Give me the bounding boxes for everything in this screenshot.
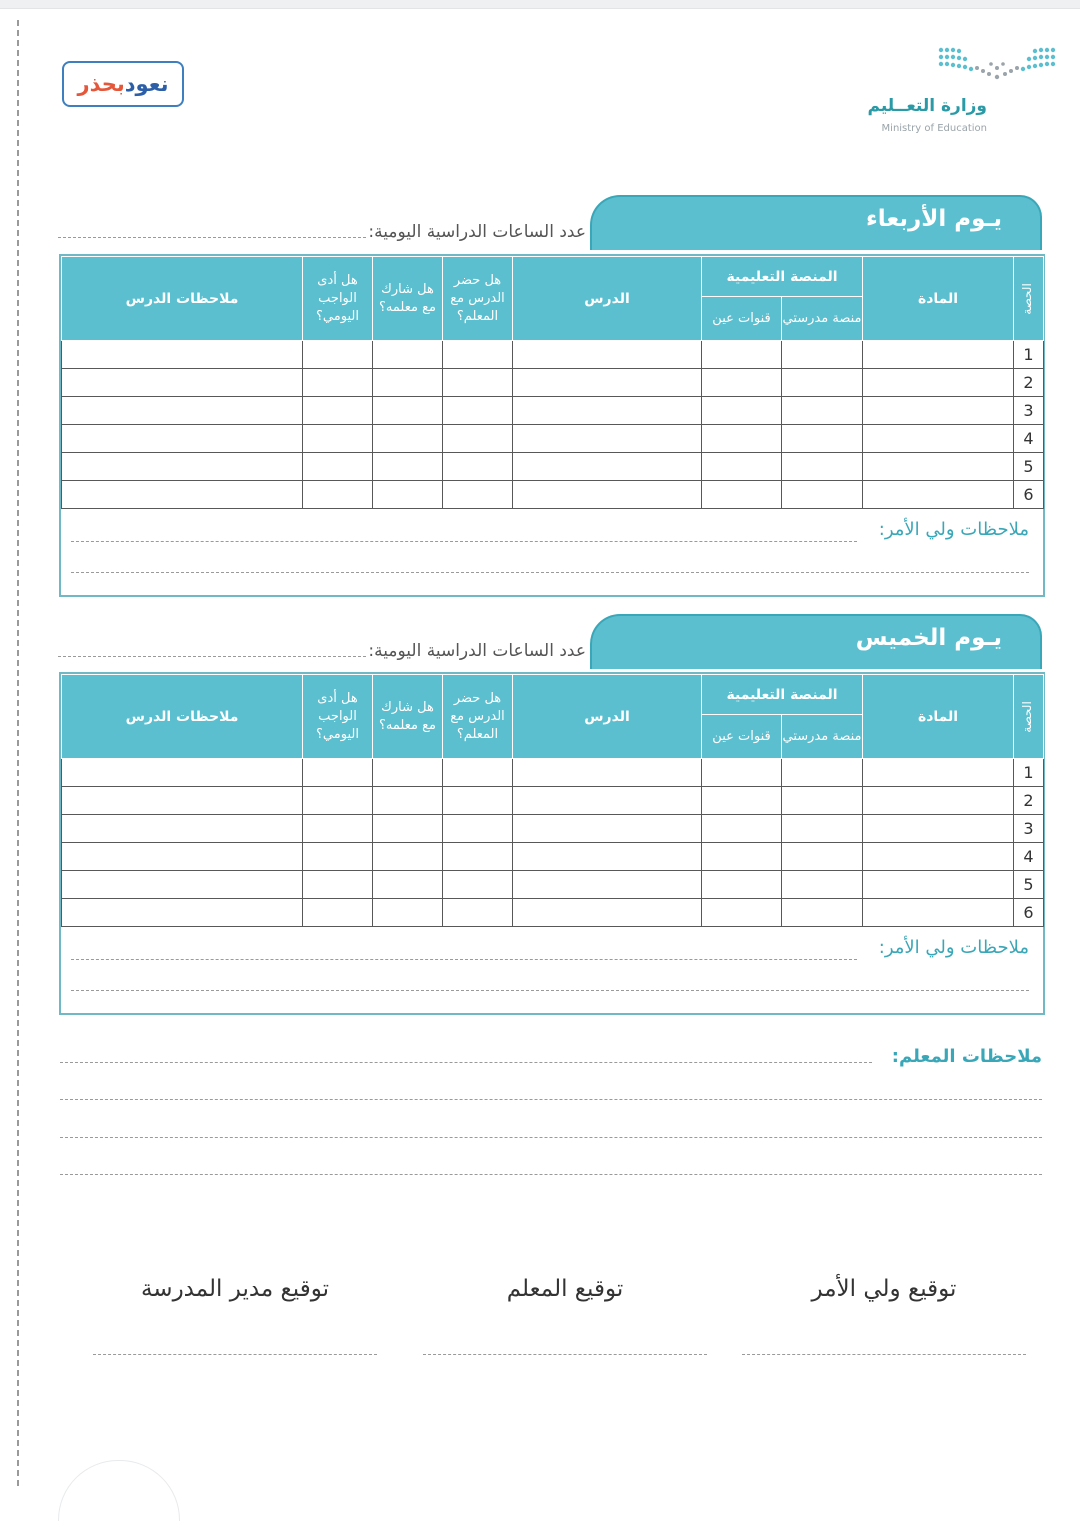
period-number: 5 — [1014, 453, 1044, 481]
cell-madrasati[interactable] — [782, 787, 863, 815]
cell-subject[interactable] — [863, 481, 1014, 509]
cell-madrasati[interactable] — [782, 425, 863, 453]
cell-subject[interactable] — [863, 899, 1014, 927]
cell-madrasati[interactable] — [782, 453, 863, 481]
cell-participated[interactable] — [373, 341, 443, 369]
notes-line — [60, 1174, 1042, 1175]
table-row — [62, 481, 1044, 509]
cell-participated[interactable] — [373, 787, 443, 815]
ministry-logo — [867, 46, 1065, 141]
cell-madrasati[interactable] — [782, 871, 863, 899]
cell-subject[interactable] — [863, 397, 1014, 425]
cell-attended[interactable] — [443, 453, 513, 481]
cell-lesson[interactable] — [513, 787, 702, 815]
cell-homework[interactable] — [303, 453, 373, 481]
cell-lesson[interactable] — [513, 843, 702, 871]
cell-subject[interactable] — [863, 425, 1014, 453]
cell-subject[interactable] — [863, 341, 1014, 369]
cell-participated[interactable] — [373, 871, 443, 899]
schedule-grid — [61, 256, 1044, 509]
signature-parent[interactable] — [742, 1276, 1026, 1302]
header-lesson-notes: ملاحظات الدرس — [62, 675, 303, 759]
cell-madrasati[interactable] — [782, 759, 863, 787]
cell-participated[interactable] — [373, 815, 443, 843]
brand-logo-word-2: بحذر — [77, 72, 125, 96]
cell-subject[interactable] — [863, 453, 1014, 481]
period-number: 6 — [1014, 899, 1044, 927]
header-participated: هل شارك مع معلمه؟ — [373, 675, 443, 759]
signature-principal-label: توقيع مدير المدرسة — [140, 1276, 330, 1302]
cell-ein[interactable] — [702, 397, 782, 425]
cell-attended[interactable] — [443, 759, 513, 787]
signature-line — [93, 1354, 377, 1355]
signature-line — [423, 1354, 707, 1355]
cell-lesson[interactable] — [513, 425, 702, 453]
daily-hours-field[interactable] — [58, 637, 586, 661]
cell-participated[interactable] — [373, 425, 443, 453]
cell-madrasati[interactable] — [782, 815, 863, 843]
cell-attended[interactable] — [443, 397, 513, 425]
parent-notes-label: ملاحظات ولي الأمر: — [878, 937, 1029, 958]
cell-attended[interactable] — [443, 341, 513, 369]
cell-madrasati[interactable] — [782, 369, 863, 397]
period-number: 4 — [1014, 843, 1044, 871]
cell-madrasati[interactable] — [782, 899, 863, 927]
period-number: 6 — [1014, 481, 1044, 509]
cell-notes[interactable] — [62, 815, 303, 843]
table-row — [62, 815, 1044, 843]
table-row — [62, 425, 1044, 453]
cell-ein[interactable] — [702, 341, 782, 369]
header-ein: قنوات عين — [702, 715, 782, 759]
cell-ein[interactable] — [702, 481, 782, 509]
cell-notes[interactable] — [62, 453, 303, 481]
signature-line — [742, 1354, 1026, 1355]
cell-attended[interactable] — [443, 425, 513, 453]
cell-notes[interactable] — [62, 843, 303, 871]
cell-madrasati[interactable] — [782, 397, 863, 425]
header-homework: هل أدى الواجب اليومي؟ — [303, 675, 373, 759]
cell-lesson[interactable] — [513, 397, 702, 425]
cell-subject[interactable] — [863, 369, 1014, 397]
parent-notes-label: ملاحظات ولي الأمر: — [878, 519, 1029, 540]
period-number: 4 — [1014, 425, 1044, 453]
daily-hours-field[interactable] — [58, 218, 586, 242]
page-corner-button — [58, 1460, 180, 1521]
table-row — [62, 787, 1044, 815]
table-row — [62, 369, 1044, 397]
header-period: الحصة — [1014, 257, 1044, 341]
ministry-name-ar: وزارة التعــليم — [867, 96, 987, 116]
header-lesson: الدرس — [513, 257, 702, 341]
day-tab-wednesday — [590, 195, 1042, 250]
table-row — [62, 341, 1044, 369]
signature-principal[interactable] — [93, 1276, 377, 1302]
header-homework: هل أدى الواجب اليومي؟ — [303, 257, 373, 341]
cell-subject[interactable] — [863, 759, 1014, 787]
cell-homework[interactable] — [303, 425, 373, 453]
header-attended: هل حضر الدرس مع المعلم؟ — [443, 257, 513, 341]
cell-notes[interactable] — [62, 759, 303, 787]
cell-homework[interactable] — [303, 481, 373, 509]
notes-line — [60, 1137, 1042, 1138]
schedule-table-thursday — [59, 672, 1045, 1015]
cell-lesson[interactable] — [513, 871, 702, 899]
table-row — [62, 899, 1044, 927]
signature-parent-label: توقيع ولي الأمر — [811, 1276, 957, 1302]
cell-homework[interactable] — [303, 871, 373, 899]
cell-attended[interactable] — [443, 815, 513, 843]
ministry-name-en: Ministry of Education — [881, 123, 987, 134]
teacher-notes-field[interactable] — [58, 1040, 1042, 1185]
header-subject: المادة — [863, 675, 1014, 759]
cell-notes[interactable] — [62, 341, 303, 369]
cell-homework[interactable] — [303, 397, 373, 425]
header-madrasati: منصة مدرستي — [782, 715, 863, 759]
cell-ein[interactable] — [702, 759, 782, 787]
cell-attended[interactable] — [443, 871, 513, 899]
header-lesson-notes: ملاحظات الدرس — [62, 257, 303, 341]
table-row — [62, 397, 1044, 425]
cell-lesson[interactable] — [513, 759, 702, 787]
cell-lesson[interactable] — [513, 481, 702, 509]
cell-lesson[interactable] — [513, 899, 702, 927]
cell-ein[interactable] — [702, 453, 782, 481]
cell-madrasati[interactable] — [782, 341, 863, 369]
period-number: 1 — [1014, 341, 1044, 369]
cell-attended[interactable] — [443, 899, 513, 927]
header-platform: المنصة التعليمية — [702, 257, 863, 297]
notes-line — [60, 1062, 872, 1063]
cell-participated[interactable] — [373, 481, 443, 509]
cell-participated[interactable] — [373, 453, 443, 481]
cell-participated[interactable] — [373, 369, 443, 397]
cell-ein[interactable] — [702, 369, 782, 397]
cell-notes[interactable] — [62, 787, 303, 815]
cell-ein[interactable] — [702, 425, 782, 453]
cell-ein[interactable] — [702, 787, 782, 815]
cell-participated[interactable] — [373, 843, 443, 871]
notes-line — [71, 990, 1029, 991]
cell-subject[interactable] — [863, 843, 1014, 871]
cell-homework[interactable] — [303, 369, 373, 397]
header-participated: هل شارك مع معلمه؟ — [373, 257, 443, 341]
cell-notes[interactable] — [62, 481, 303, 509]
daily-hours-line — [58, 656, 366, 657]
cell-lesson[interactable] — [513, 369, 702, 397]
cell-subject[interactable] — [863, 815, 1014, 843]
signature-teacher[interactable] — [423, 1276, 707, 1302]
cell-ein[interactable] — [702, 815, 782, 843]
daily-hours-label: عدد الساعات الدراسية اليومية: — [368, 222, 586, 242]
table-row — [62, 453, 1044, 481]
notes-line — [71, 541, 857, 542]
parent-notes-field[interactable] — [61, 927, 1043, 1013]
schedule-table-wednesday — [59, 254, 1045, 597]
cell-notes[interactable] — [62, 425, 303, 453]
period-number: 2 — [1014, 369, 1044, 397]
schedule-grid — [61, 674, 1044, 927]
signature-teacher-label: توقيع المعلم — [506, 1276, 624, 1302]
header-ein: قنوات عين — [702, 297, 782, 341]
cell-participated[interactable] — [373, 759, 443, 787]
cell-attended[interactable] — [443, 369, 513, 397]
cell-notes[interactable] — [62, 899, 303, 927]
cell-lesson[interactable] — [513, 815, 702, 843]
viewer-top-bar — [0, 0, 1080, 9]
header-attended: هل حضر الدرس مع المعلم؟ — [443, 675, 513, 759]
daily-hours-label: عدد الساعات الدراسية اليومية: — [368, 641, 586, 661]
header-platform: المنصة التعليمية — [702, 675, 863, 715]
period-number: 1 — [1014, 759, 1044, 787]
cell-homework[interactable] — [303, 899, 373, 927]
cell-madrasati[interactable] — [782, 481, 863, 509]
period-number: 2 — [1014, 787, 1044, 815]
cell-attended[interactable] — [443, 843, 513, 871]
cell-lesson[interactable] — [513, 453, 702, 481]
header-period: الحصة — [1014, 675, 1044, 759]
cell-subject[interactable] — [863, 787, 1014, 815]
header-madrasati: منصة مدرستي — [782, 297, 863, 341]
cell-homework[interactable] — [303, 759, 373, 787]
cell-participated[interactable] — [373, 397, 443, 425]
parent-notes-field[interactable] — [61, 509, 1043, 595]
notes-line — [71, 959, 857, 960]
day-title: يـوم الأربعاء — [865, 206, 1002, 232]
table-row — [62, 871, 1044, 899]
cell-lesson[interactable] — [513, 341, 702, 369]
cell-homework[interactable] — [303, 815, 373, 843]
day-title: يـوم الخميس — [855, 625, 1002, 651]
perforation-line — [17, 20, 19, 1486]
cell-notes[interactable] — [62, 871, 303, 899]
cell-attended[interactable] — [443, 787, 513, 815]
cell-ein[interactable] — [702, 899, 782, 927]
notes-line — [60, 1099, 1042, 1100]
period-number: 3 — [1014, 815, 1044, 843]
cell-notes[interactable] — [62, 397, 303, 425]
cell-ein[interactable] — [702, 871, 782, 899]
cell-homework[interactable] — [303, 787, 373, 815]
cell-homework[interactable] — [303, 843, 373, 871]
day-tab-thursday — [590, 614, 1042, 669]
table-row — [62, 843, 1044, 871]
period-number: 5 — [1014, 871, 1044, 899]
period-number: 3 — [1014, 397, 1044, 425]
table-row — [62, 759, 1044, 787]
cell-homework[interactable] — [303, 341, 373, 369]
header-subject: المادة — [863, 257, 1014, 341]
ministry-dots-icon — [937, 46, 1057, 82]
brand-logo-word-1: نعود — [124, 72, 169, 96]
brand-logo — [62, 61, 184, 107]
cell-madrasati[interactable] — [782, 843, 863, 871]
cell-ein[interactable] — [702, 843, 782, 871]
cell-subject[interactable] — [863, 871, 1014, 899]
header-lesson: الدرس — [513, 675, 702, 759]
notes-line — [71, 572, 1029, 573]
cell-attended[interactable] — [443, 481, 513, 509]
cell-participated[interactable] — [373, 899, 443, 927]
cell-notes[interactable] — [62, 369, 303, 397]
daily-hours-line — [58, 237, 366, 238]
teacher-notes-label: ملاحظات المعلم: — [891, 1046, 1042, 1067]
